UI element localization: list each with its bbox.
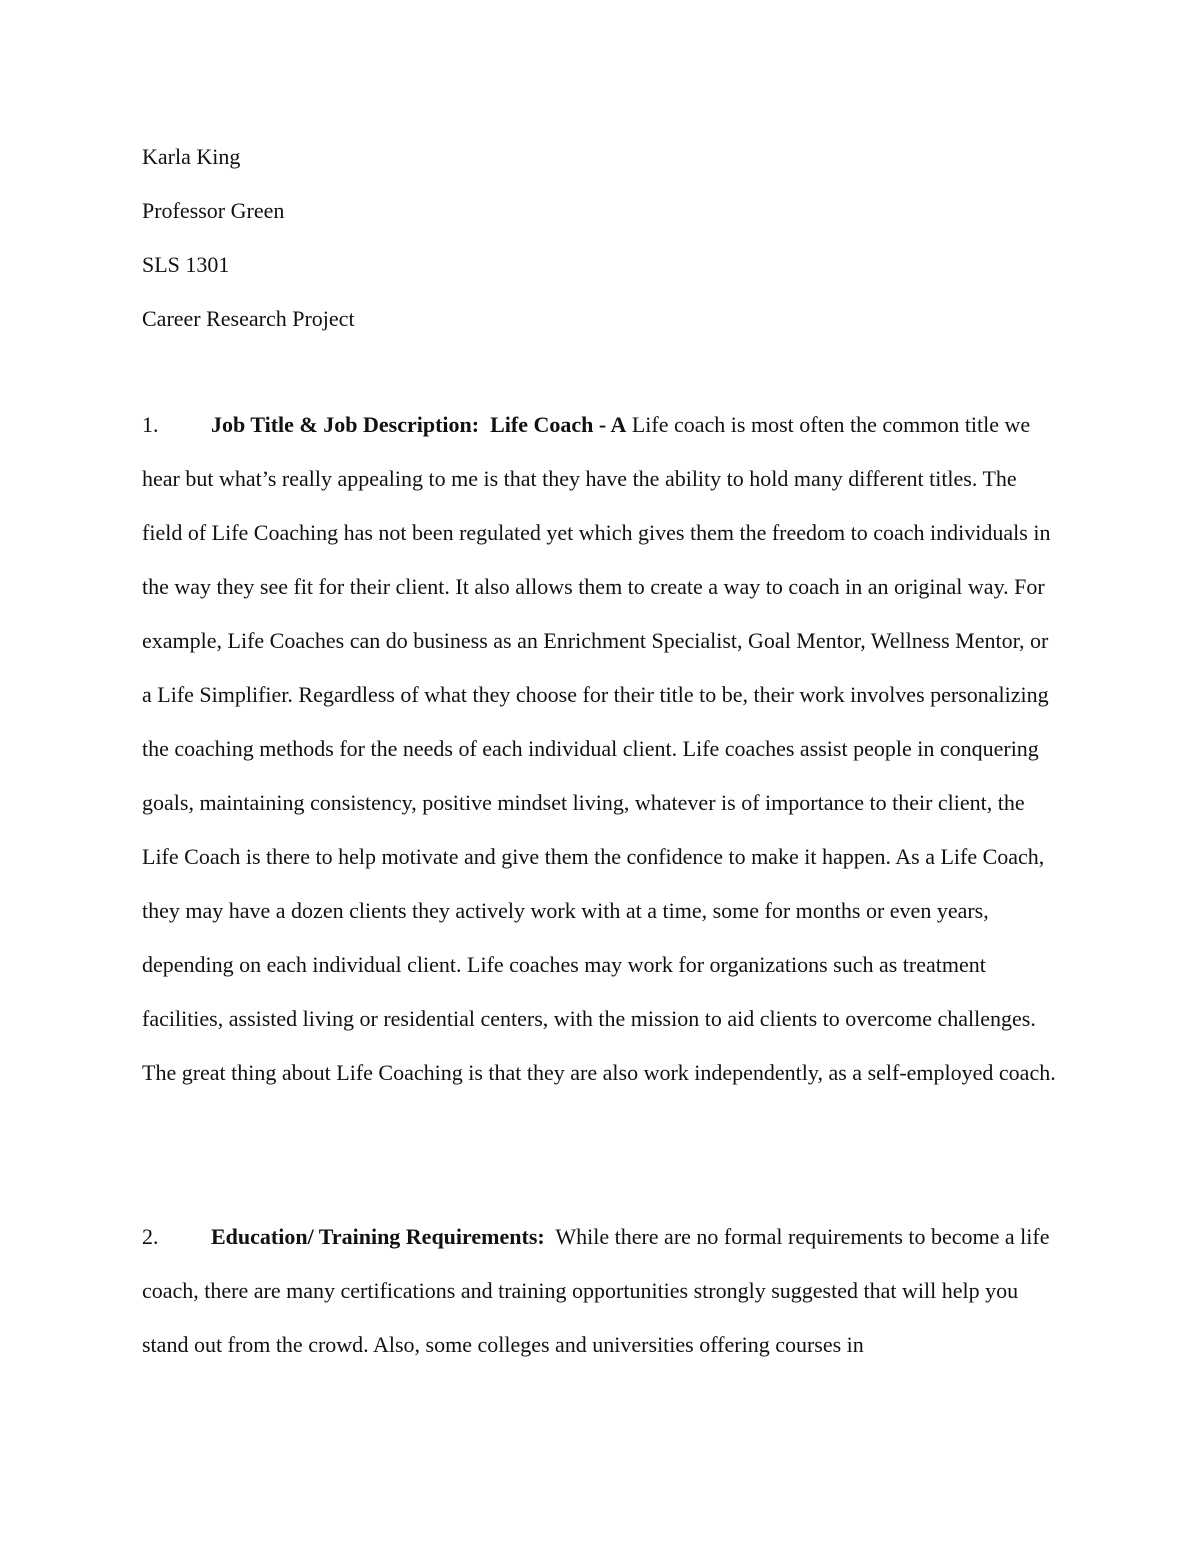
heading-block (142, 140, 355, 356)
item-number: 1. (142, 412, 159, 437)
item-heading: Job Title & Job Description: (211, 412, 480, 437)
item-body: Life coach is most often the common title we hear but what’s really appealing to me is that they have the ability to hold many different titles. The field of Life Coaching has not been regulated yet which gives them the freedom to coach individuals in the way they see fit for their client. It also allows them to create a way to coach in an original way. For example, Life Coaches can do business as an Enrichment Specialist, Goal Mentor, Wellness Mentor, or a Life Simplifier. Regardless of what they choose for their title to be, their work involves personalizing the coaching methods for the needs of each individual client. Life coaches assist people in conquering goals, maintaining consistency, positive mindset living, whatever is of importance to their client, the Life Coach is there to help motivate and give them the confidence to make it happen. As a Life Coach, they may have a dozen clients they actively work with at a time, some for months or even years, depending on each individual client. Life coaches may work for organizations such as treatment facilities, assisted living or residential centers, with the mission to aid clients to overcome challenges. The great thing about Life Coaching is that they are also work independently, as a self-employed coach. (142, 412, 1056, 1085)
professor-name: Professor Green (142, 198, 285, 223)
item-body: While there are no formal requirements to become a life coach, there are many certifications and training opportunities strongly suggested that will help you stand out from the crowd. Also, some colleges and universities offering courses in (142, 1224, 1050, 1357)
list-item (142, 398, 1062, 1100)
student-name: Karla King (142, 144, 241, 169)
course-code: SLS 1301 (142, 252, 230, 277)
item-heading: Education/ Training Requirements: (211, 1224, 545, 1249)
assignment-title: Career Research Project (142, 306, 355, 331)
list-item (142, 1210, 1062, 1372)
item-number: 2. (142, 1224, 159, 1249)
item-subheading: Life Coach - A (490, 412, 627, 437)
